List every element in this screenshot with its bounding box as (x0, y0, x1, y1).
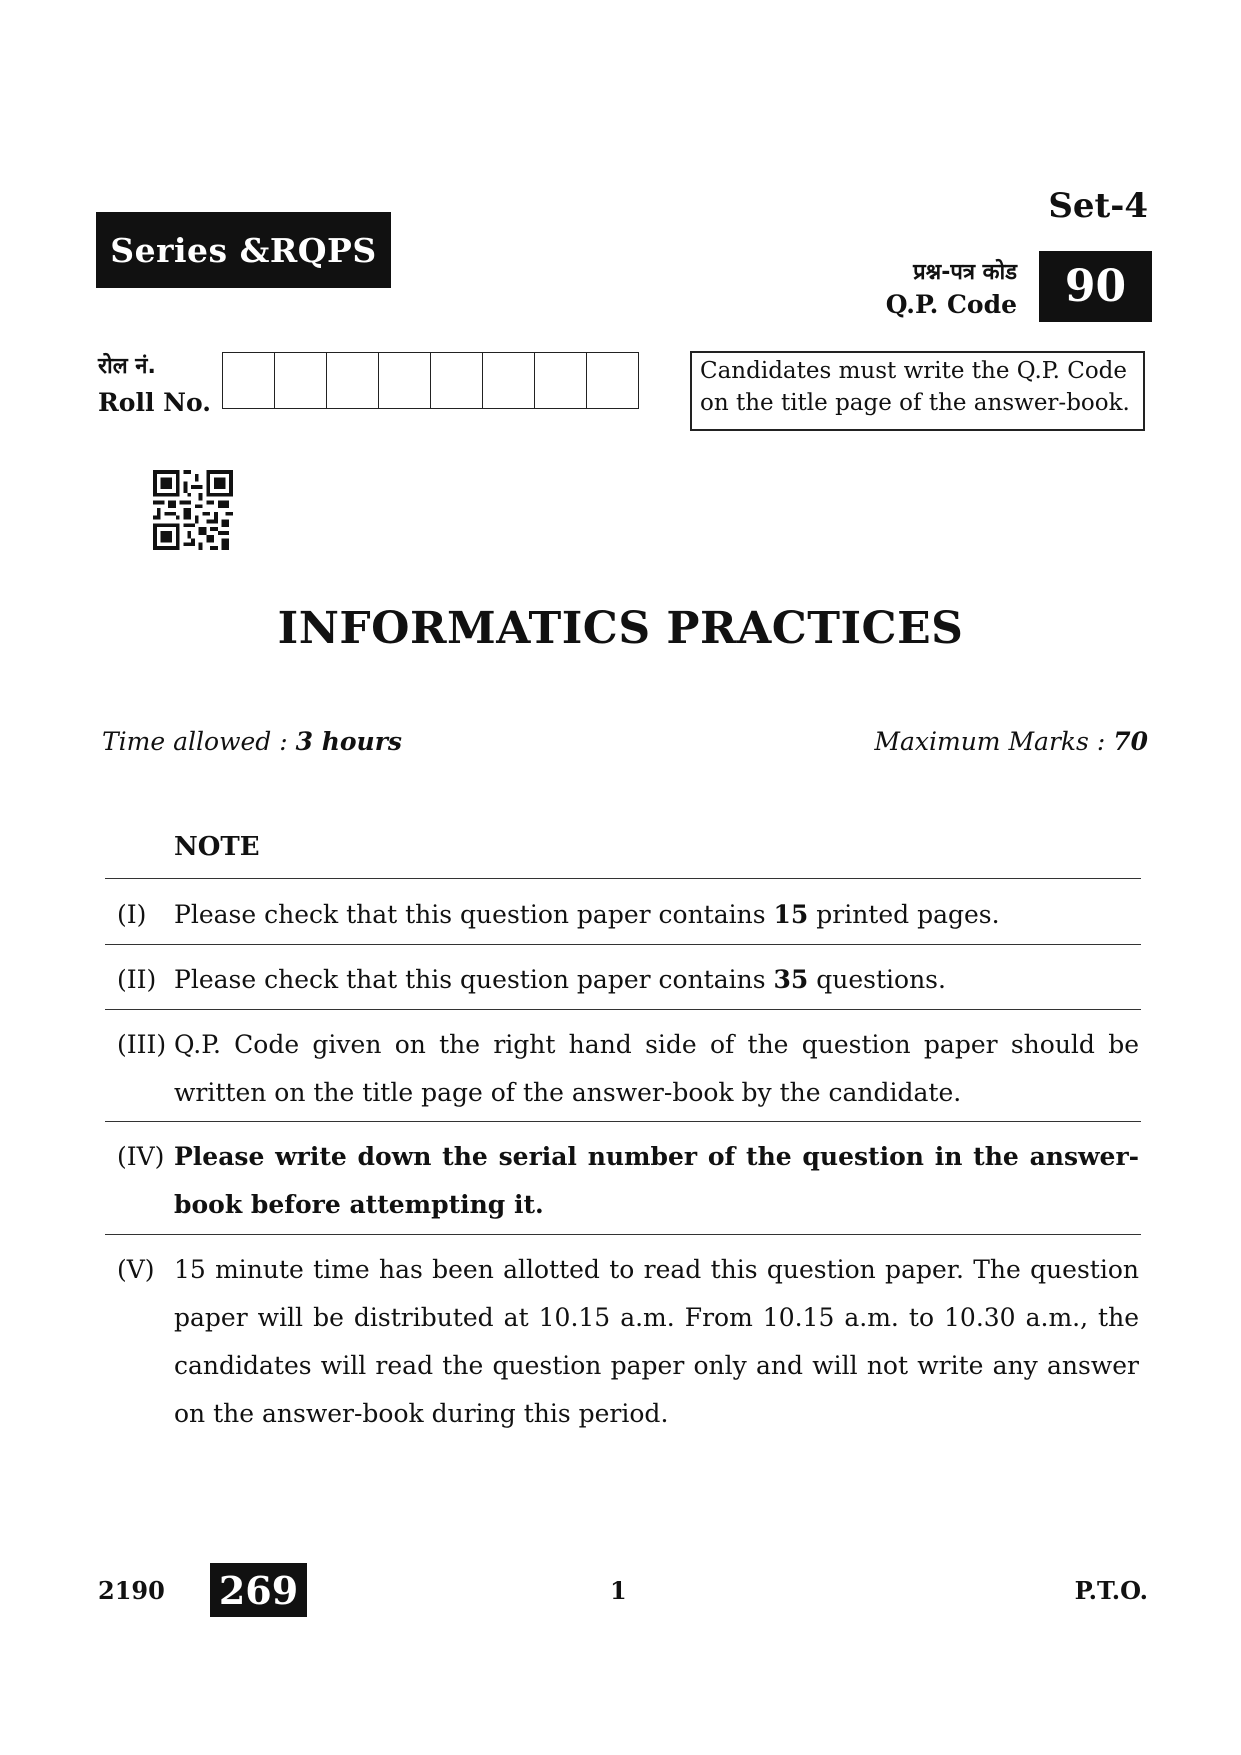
qr-code-icon (153, 470, 233, 550)
roll-number-cell[interactable] (535, 352, 587, 409)
maximum-marks (874, 727, 1148, 756)
footer-code: 2190 (98, 1576, 165, 1605)
note-item-text: Q.P. Code given on the right hand side of the question paper should be written on the title page of the answer-book by the candidate. (174, 1030, 1139, 1107)
please-turn-over: P.T.O. (1074, 1576, 1148, 1605)
note-item-number: (I) (117, 900, 147, 929)
roll-number-cell[interactable] (431, 352, 483, 409)
page-number: 1 (610, 1576, 627, 1605)
note-item-text: Please check that this question paper contains 35 questions. (174, 965, 946, 994)
roll-number-cell[interactable] (275, 352, 327, 409)
qp-code-notice (690, 351, 1145, 431)
note-item-text: Please check that this question paper contains 15 printed pages. (174, 900, 1000, 929)
maximum-marks-label: Maximum Marks : (874, 727, 1114, 756)
qp-code-value: 90 (1039, 251, 1152, 322)
note-item (105, 956, 1135, 1004)
notice-line: Candidates must write the Q.P. Code (700, 358, 1128, 384)
divider (105, 878, 1141, 879)
note-item (105, 891, 1135, 939)
note-item-number: (III) (117, 1030, 167, 1059)
qp-code-label-hindi: प्रश्न-पत्र कोड (913, 260, 1017, 285)
roll-number-cell[interactable] (222, 352, 275, 409)
divider (105, 1121, 1141, 1122)
page-title: INFORMATICS PRACTICES (277, 603, 964, 654)
maximum-marks-value: 70 (1113, 727, 1148, 756)
roll-label: Roll No. (98, 388, 211, 417)
notice-line: on the title page of the answer-book. (700, 390, 1130, 416)
roll-number-cell[interactable] (483, 352, 535, 409)
footer-badge: 269 (210, 1563, 307, 1617)
set-label: Set-4 (1048, 186, 1148, 226)
note-item-text: 15 minute time has been allotted to read this question paper. The question paper will be distributed at 10.15 a.m. From 10.15 a.m. to 10.30 a.m., the candidates will read the question paper only and will not write any answer on the answer-book during this period. (174, 1255, 1139, 1428)
note-item (105, 1246, 1139, 1438)
divider (105, 1009, 1141, 1010)
note-heading: NOTE (174, 832, 260, 862)
divider (105, 1234, 1141, 1235)
roll-number-cell[interactable] (379, 352, 431, 409)
series-badge: Series &RQPS (96, 212, 391, 288)
roll-number-boxes (222, 352, 639, 409)
note-item-text: Please write down the serial number of the question in the answer-book before attempting it. (174, 1142, 1139, 1219)
time-allowed-label: Time allowed : (102, 727, 296, 756)
note-item-number: (II) (117, 965, 157, 994)
roll-label-hindi: रोल नं. (98, 354, 156, 379)
divider (105, 944, 1141, 945)
note-item (105, 1133, 1139, 1229)
qp-code-label: Q.P. Code (885, 290, 1017, 319)
roll-number-cell[interactable] (587, 352, 639, 409)
note-item-number: (IV) (117, 1142, 165, 1171)
note-item (105, 1021, 1139, 1117)
time-allowed (102, 727, 402, 756)
time-allowed-value: 3 hours (295, 727, 402, 756)
roll-number-cell[interactable] (327, 352, 379, 409)
note-item-number: (V) (117, 1255, 155, 1284)
